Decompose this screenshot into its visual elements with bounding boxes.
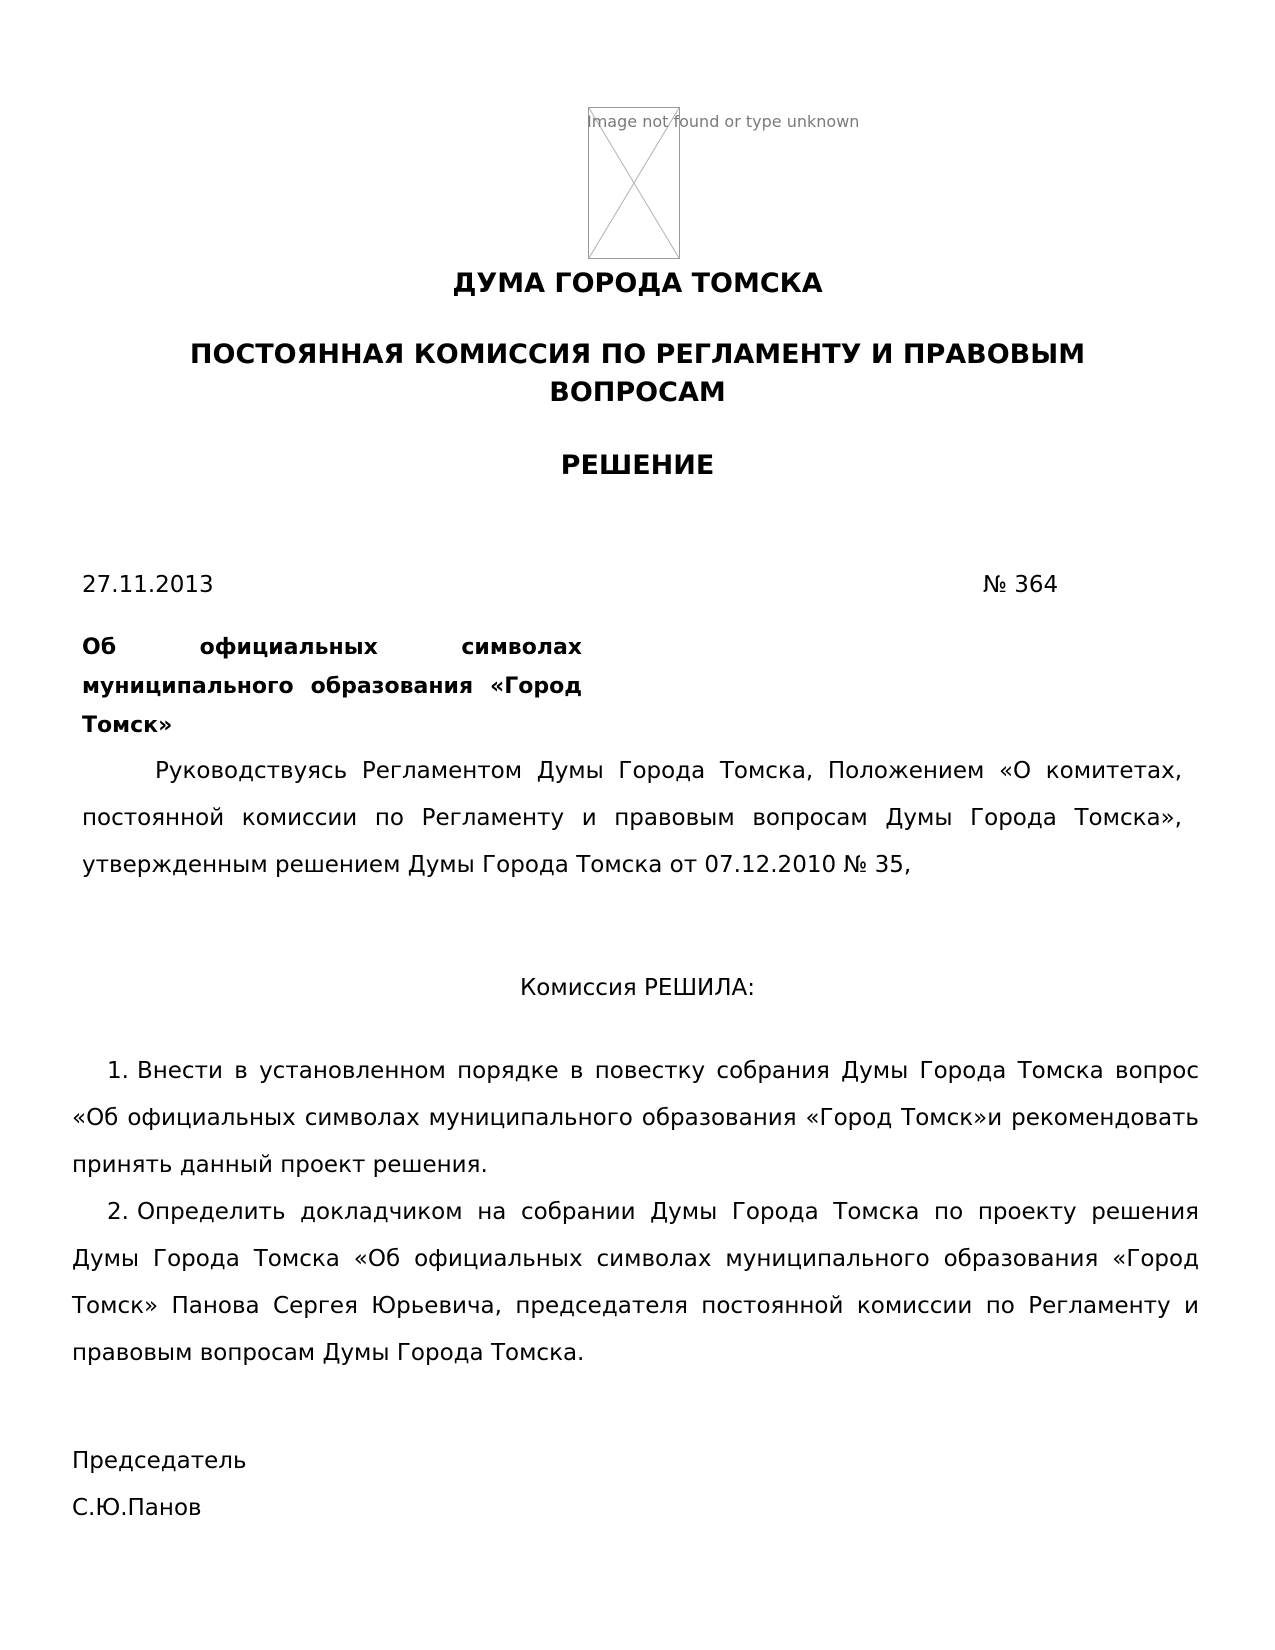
decision-item [72, 1048, 1199, 1189]
preamble-paragraph: Руководствуясь Регламентом Думы Города Томска, Положением «О комитетах, постоянной комиссии по Регламенту и правовым вопросам Думы Города Томска», утвержденным решением Думы Города Томска от 07.12.2010 № 35, [82, 758, 1182, 878]
item-text: Внести в установленном порядке в повестку собрания Думы Города Томска вопрос «Об официальных символах муниципального образования «Город Томск»и рекомендовать принять данный проект решения. [72, 1058, 1199, 1178]
image-caption: Image not found or type unknown [587, 112, 860, 131]
commission-title: ПОСТОЯННАЯ КОМИССИЯ ПО РЕГЛАМЕНТУ И ПРАВОВЫМ ВОПРОСАМ [189, 339, 1086, 408]
signature-block [72, 1438, 247, 1532]
decision-items [72, 1048, 1199, 1377]
signature-title: Председатель [72, 1448, 247, 1474]
document-type-title: РЕШЕНИЕ [560, 450, 715, 481]
decision-item [72, 1189, 1199, 1377]
document-date: 27.11.2013 [82, 572, 214, 598]
item-number: 2. [107, 1199, 129, 1225]
document-number: № 364 [983, 572, 1059, 598]
signature-name: С.Ю.Панов [72, 1495, 202, 1521]
organization-title: ДУМА ГОРОДА ТОМСКА [452, 268, 823, 299]
item-number: 1. [107, 1058, 129, 1084]
document-subject: Об официальных символах муниципального образования «Город Томск» [82, 635, 582, 738]
decision-heading: Комиссия РЕШИЛА: [519, 975, 756, 1001]
item-text: Определить докладчиком на собрании Думы Города Томска по проекту решения Думы Города Томска «Об официальных символах муниципального образования «Город Томск» Панова Сергея Юрьевича, председателя постоянной комиссии по Регламенту и правовым вопросам Думы Города Томска. [72, 1199, 1199, 1366]
